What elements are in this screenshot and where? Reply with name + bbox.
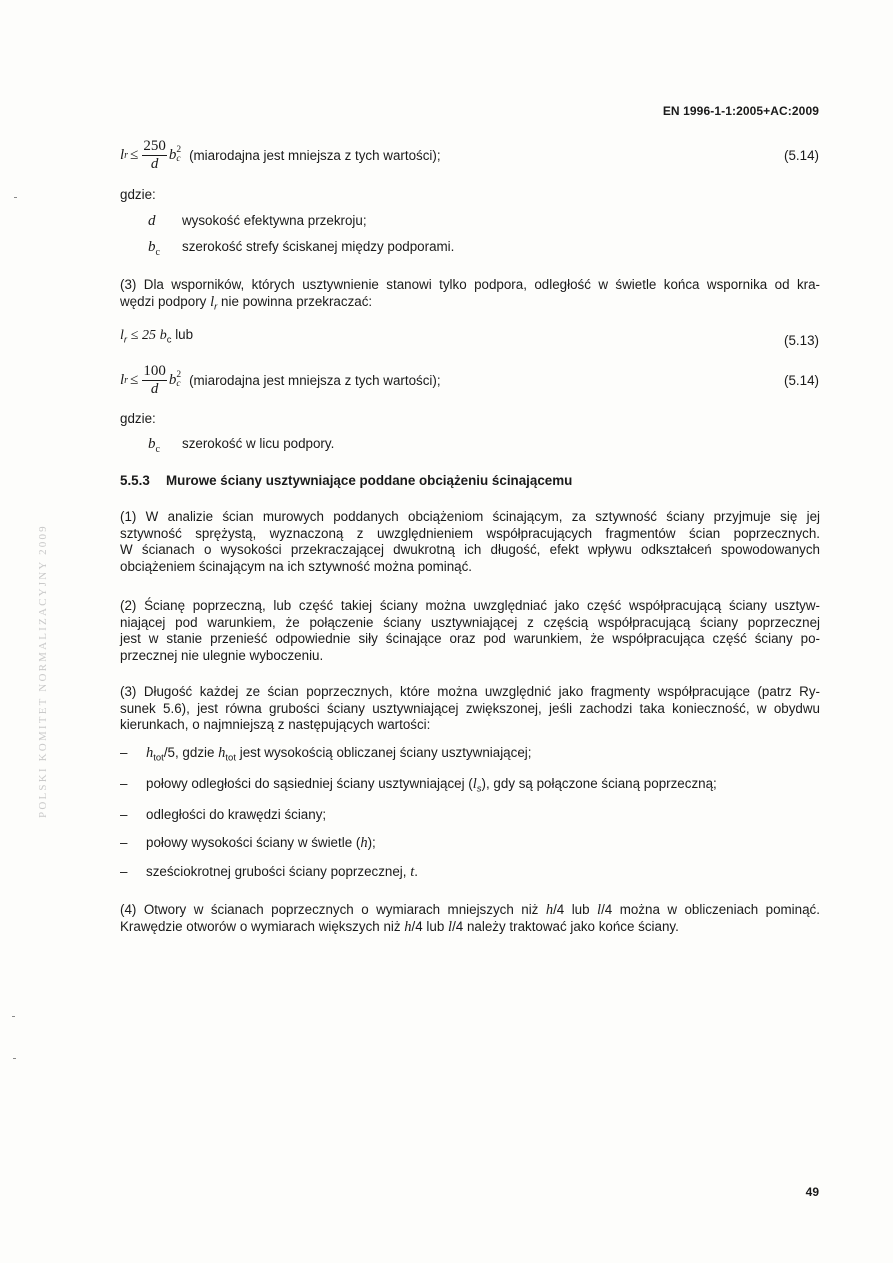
eq-lhs: l [120,328,124,343]
def-symbol-main: b [148,436,156,452]
equation-number: (5.14) [784,373,819,388]
eq-fraction [142,363,167,398]
eq-numerator: 100 [143,362,166,379]
list-text: ); [367,835,376,850]
eq-exponent: 2 [176,145,182,155]
eq-note: (miarodajna jest mniejsza z tych wartości); [189,372,441,388]
para-line: kierunkach, o najmniejszą z następujących wartości: [120,717,431,732]
eq-var: b [168,371,177,388]
eq-lhs: l [120,371,125,388]
eq-var-sub: c [176,379,181,389]
definition-item [148,239,454,258]
side-watermark: POLSKI KOMITET NORMALIZACYJNY 2009 [37,524,49,818]
page-number: 49 [805,1185,819,1199]
eq-var-sub: c [166,334,172,346]
equation-number: (5.13) [784,333,819,348]
eq-denominator: d [150,380,159,397]
def-text: szerokość w licu podpory. [182,436,335,451]
list-text: połowy odległości do sąsiedniej ściany usztywniającej ( [146,776,473,791]
list-item [120,776,717,795]
def-symbol: d [148,213,156,229]
eq-fraction [142,138,167,173]
inline-symbol-sub: r [214,301,218,313]
def-symbol-sub: c [155,247,160,258]
para-line: (3) Dla wsporników, których usztywnienie stanowi tylko podpora, odległość w świetle końca wspornika od kra- [120,277,820,292]
document-header: EN 1996-1-1:2005+AC:2009 [662,104,819,118]
eq-var: b [159,328,167,343]
eq-note: (miarodajna jest mniejsza z tych wartości); [189,147,441,163]
eq-supsub [176,371,181,389]
equation-number: (5.14) [784,148,819,163]
eq-supsub [176,146,181,164]
eq-left [120,327,193,346]
para-line-part: /4 należy traktować jako końce ściany. [452,918,679,934]
paragraph-2 [120,598,820,664]
list-dash: – [120,807,128,822]
para-line-part: /4 lub [411,918,445,934]
para-line: (1) W analizie ścian murowych poddanych obciążeniom ścinającym, za sztywność ściany przyjmuje się jej [120,509,820,524]
list-dash: – [120,864,128,879]
para-line: obciążeniem ścinającym na ich sztywność można pominąć. [120,558,473,574]
para-line: sztywność sprężystą, wyznaczoną z uwzględnieniem współpracujących fragmentów ścian poprzecznych. [120,525,820,541]
list-item [120,745,531,764]
eq-rel: ≤ [130,371,139,388]
eq-lhs-sub: r [124,374,129,386]
eq-tail: lub [175,327,194,342]
list-item [120,807,326,822]
para-line [120,902,820,919]
para-line: niającej pod warunkiem, że połączenie ściany usztywniającej z częścią współpracującą ściany poprzecznej [120,614,820,630]
paragraph-4 [120,902,820,935]
para-line-part: /4 można w obliczeniach pominąć. [601,902,820,917]
eq-exponent: 2 [176,370,182,380]
list-text: połowy wysokości ściany w świetle ( [146,835,361,850]
para-line [120,919,820,936]
para-line: przecznej nie ulegnie wyboczeniu. [120,647,324,663]
para-line: (3) Długość każdej ze ścian poprzecznych, które można uwzględnić jako fragmenty współpracujące (patrz Ry- [120,684,820,699]
where-label: gdzie: [120,187,156,202]
paragraph-3-cantilever [120,277,820,316]
para-line-part: Krawędzie otworów o wymiarach większych niż [120,918,401,934]
eq-lhs-sub: r [124,149,129,161]
inline-symbol: l [210,293,215,310]
list-dash: – [120,835,128,850]
def-symbol [148,436,182,455]
def-symbol-main: b [148,239,156,255]
inline-symbol: l [472,776,477,792]
definition-item [148,436,334,455]
list-text: jest wysokością obliczanej ściany usztywniającej; [239,745,532,760]
paragraph-1 [120,509,820,575]
definition-item [148,213,367,230]
para-line [120,294,820,316]
section-heading [120,473,572,488]
para-line: sunek 5.6), jest równa grubości ściany usztywniającej zwiększonej, jeśli zachodzi taka konieczność, w obydwu [120,700,820,716]
para-line-part: /4 lub [553,902,590,917]
inline-symbol-sub: s [476,783,482,795]
inline-symbol: h [545,902,554,918]
list-item [120,864,418,881]
inline-symbol: h [146,745,154,761]
list-dash: – [120,776,128,791]
eq-numerator: 250 [143,137,166,154]
def-text: wysokość efektywna przekroju; [182,213,367,228]
para-line: (2) Ścianę poprzeczną, lub część takiej ściany można uwzględniać jako część współpracującą ściany usztyw- [120,598,820,613]
eq-rel: ≤ 25 [130,328,156,343]
def-symbol-sub: c [155,444,160,455]
inline-symbol-sub: tot [225,752,236,764]
eq-rel: ≤ [130,146,139,163]
eq-lhs-sub: r [123,334,128,346]
list-item [120,835,376,852]
inline-symbol: h [218,745,226,761]
def-symbol [148,239,182,258]
scan-speck [12,1016,15,1017]
list-text: odległości do krawędzi ściany; [146,807,327,822]
para-line: jest w stanie przenieść odpowiednie siły ścinające oraz pod warunkiem, że współpracująca część ściany po- [120,631,820,646]
def-text: szerokość strefy ściskanej między podporami. [182,239,455,254]
inline-symbol: l [597,902,602,918]
equation-5-14-a [120,133,819,177]
paragraph-3 [120,684,820,734]
eq-denominator: d [150,155,159,172]
para-line: W ścianach o wysokości przekraczającej dwukrotną ich długość, efekt wpływu odkształceń spowodowanych [120,542,820,557]
list-text: sześciokrotnej grubości ściany poprzecznej, [146,864,407,879]
para-line-part: wędzi podpory [120,293,207,309]
inline-symbol: h [404,918,412,935]
section-title: Murowe ściany usztywniające poddane obciążeniu ścinającemu [166,473,573,488]
scan-speck [14,197,17,198]
eq-lhs: l [120,146,125,163]
scan-speck [13,1058,16,1059]
where-label: gdzie: [120,411,156,426]
list-text: . [414,864,418,879]
eq-var-sub: c [176,154,181,164]
eq-var: b [168,146,177,163]
inline-symbol-sub: tot [153,752,164,764]
para-line-part: (4) Otwory w ścianach poprzecznych o wymiarach mniejszych niż [120,902,539,917]
equation-5-13 [120,327,819,347]
inline-symbol: h [360,835,368,851]
list-text: ), gdy są połączone ścianą poprzeczną; [481,776,717,791]
inline-symbol: l [448,918,453,935]
para-line-part: nie powinna przekraczać: [221,293,373,309]
section-number: 5.5.3 [120,473,150,488]
equation-5-14-b [120,358,819,402]
inline-symbol: t [410,864,415,880]
list-text: /5, gdzie [163,745,215,760]
list-dash: – [120,745,128,760]
